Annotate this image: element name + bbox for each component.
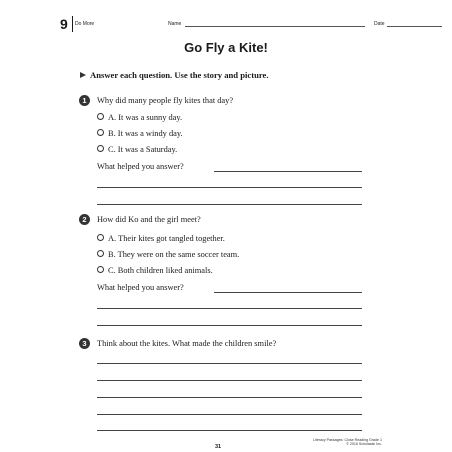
question-number-badge: 3 (79, 338, 90, 349)
follow-up-prompt: What helped you answer? (97, 283, 184, 292)
radio-circle-icon[interactable] (97, 266, 104, 273)
option-label: B. It was a windy day. (108, 129, 183, 138)
copyright-footer (296, 438, 382, 447)
answer-line[interactable] (97, 363, 362, 364)
question-text: How did Ko and the girl meet? (97, 215, 201, 224)
answer-line[interactable] (97, 414, 362, 415)
answer-option[interactable] (97, 113, 182, 122)
answer-option[interactable] (97, 234, 225, 243)
follow-up-prompt: What helped you answer? (97, 162, 184, 171)
name-field[interactable] (185, 26, 365, 27)
name-label: Name (168, 21, 182, 27)
option-label: C. It was a Saturday. (108, 145, 178, 154)
date-field[interactable] (387, 26, 442, 27)
question-text: Why did many people fly kites that day? (97, 96, 234, 105)
option-label: B. They were on the same soccer team. (108, 250, 240, 259)
page-title: Go Fly a Kite! (184, 40, 268, 55)
radio-circle-icon[interactable] (97, 129, 104, 136)
answer-line[interactable] (97, 308, 362, 309)
answer-line[interactable] (97, 380, 362, 381)
option-label: A. It was a sunny day. (108, 113, 183, 122)
answer-option[interactable] (97, 250, 239, 259)
question-text: Think about the kites. What made the children smile? (97, 339, 277, 348)
arrow-right-icon (80, 72, 86, 78)
answer-line[interactable] (214, 292, 362, 293)
answer-line[interactable] (97, 325, 362, 326)
option-label: A. Their kites got tangled together. (108, 234, 225, 243)
page-number: 31 (215, 444, 222, 450)
answer-option[interactable] (97, 145, 177, 154)
answer-line[interactable] (97, 187, 362, 188)
instructions-text: Answer each question. Use the story and picture. (90, 70, 269, 80)
lesson-label: Do More (75, 21, 95, 27)
footer-copyright: © 2016 Scholastic Inc. (346, 442, 382, 447)
answer-line[interactable] (97, 430, 362, 431)
answer-line[interactable] (97, 397, 362, 398)
footer-book-title: Literacy Passages: Close Reading Grade 1 (313, 438, 382, 442)
radio-circle-icon[interactable] (97, 250, 104, 257)
lesson-divider (72, 16, 73, 32)
page-header (60, 16, 390, 30)
answer-option[interactable] (97, 266, 213, 275)
option-label: C. Both children liked animals. (108, 266, 213, 275)
instructions (80, 70, 268, 80)
question-number-badge: 2 (79, 214, 90, 225)
answer-option[interactable] (97, 129, 183, 138)
date-label: Date (374, 21, 385, 27)
radio-circle-icon[interactable] (97, 113, 104, 120)
radio-circle-icon[interactable] (97, 145, 104, 152)
question-number-badge: 1 (79, 95, 90, 106)
radio-circle-icon[interactable] (97, 234, 104, 241)
lesson-number: 9 (60, 16, 68, 32)
answer-line[interactable] (97, 204, 362, 205)
answer-line[interactable] (214, 171, 362, 172)
